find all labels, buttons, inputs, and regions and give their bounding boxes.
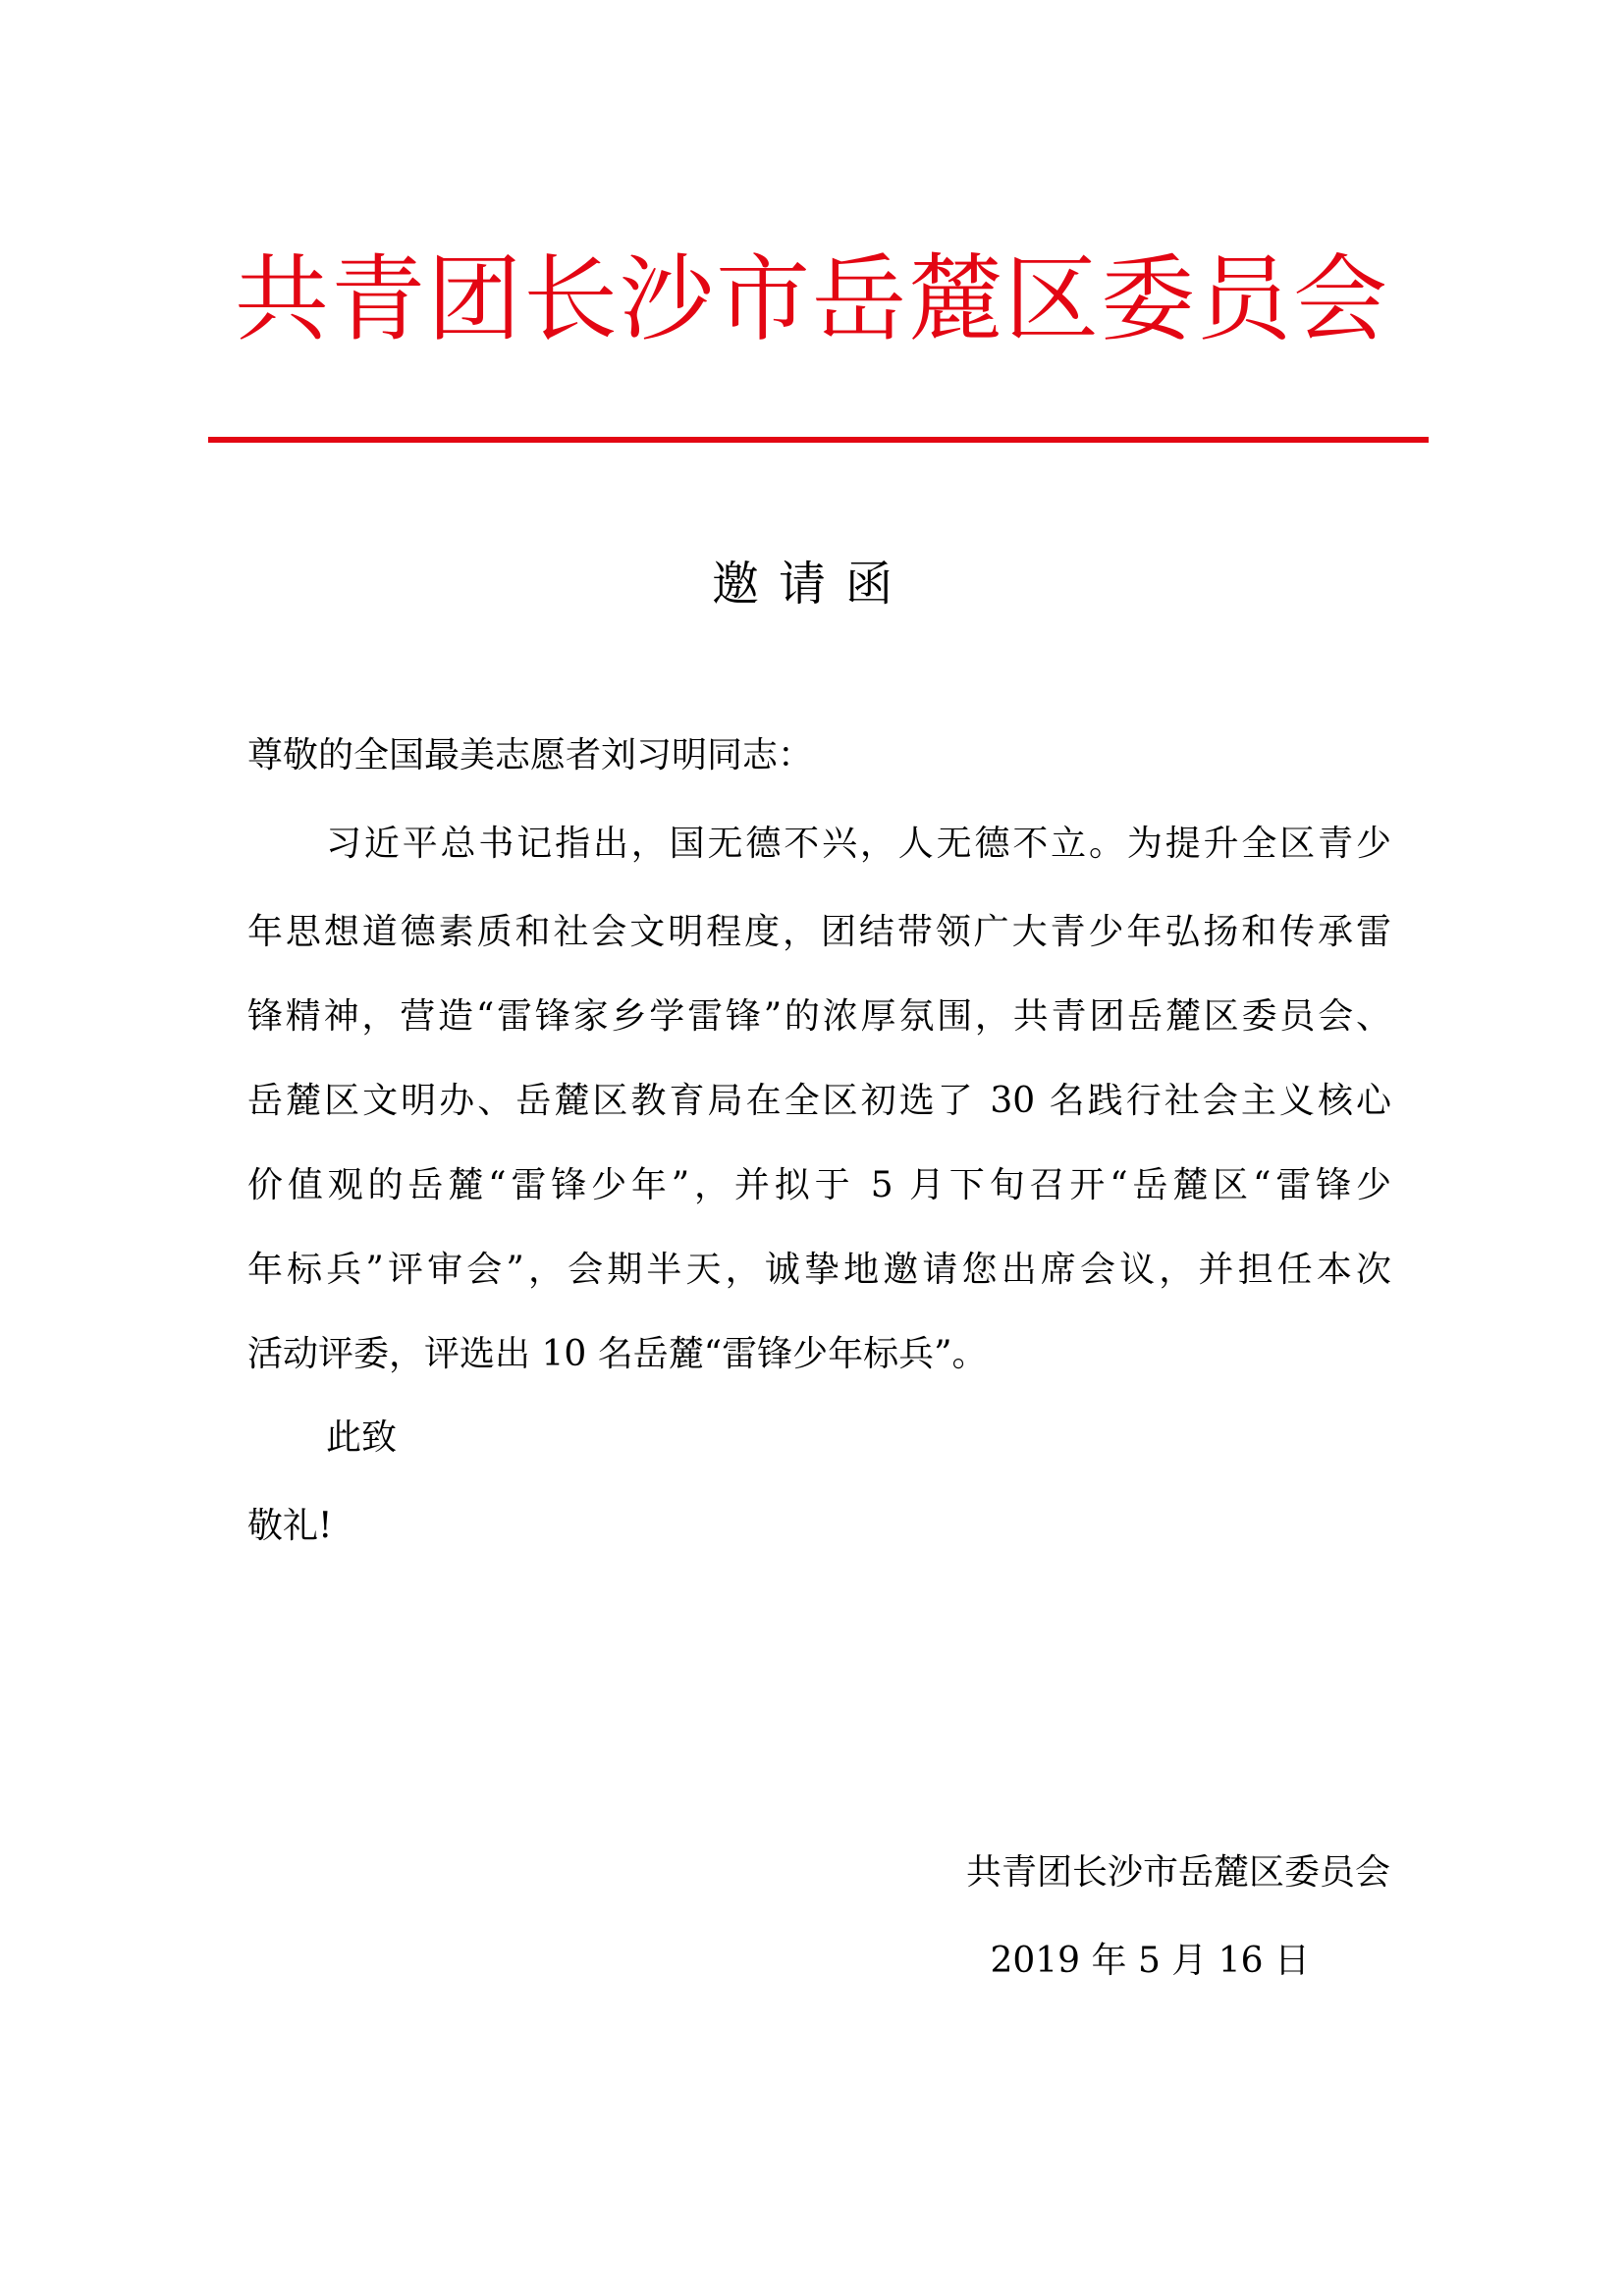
letterhead-red-rule bbox=[208, 437, 1429, 443]
letterhead-organization: 共青团长沙市岳麓区委员会 bbox=[235, 244, 1389, 354]
signature-date: 2019 年 5 月 16 日 bbox=[990, 1941, 1310, 1981]
body-line: 价值观的岳麓“雷锋少年”，并拟于 5 月下旬召开“岳麓区“雷锋少 bbox=[247, 1165, 1391, 1205]
closing-salute: 敬礼! bbox=[247, 1506, 333, 1546]
closing-phrase: 此致 bbox=[326, 1417, 398, 1458]
body-line: 年思想道德素质和社会文明程度，团结带领广大青少年弘扬和传承雷 bbox=[247, 912, 1391, 952]
salutation: 尊敬的全国最美志愿者刘习明同志： bbox=[247, 735, 814, 775]
body-line: 锋精神，营造“雷锋家乡学雷锋”的浓厚氛围，共青团岳麓区委员会、 bbox=[247, 996, 1391, 1037]
body-line: 活动评委，评选出 10 名岳麓“雷锋少年标兵”。 bbox=[247, 1334, 988, 1374]
document-title: 邀请函 bbox=[711, 557, 912, 612]
signature-organization: 共青团长沙市岳麓区委员会 bbox=[965, 1852, 1390, 1893]
body-line: 习近平总书记指出，国无德不兴，人无德不立。为提升全区青少 bbox=[326, 824, 1391, 864]
body-line: 年标兵”评审会”，会期半天，诚挚地邀请您出席会议，并担任本次 bbox=[247, 1250, 1391, 1290]
body-line: 岳麓区文明办、岳麓区教育局在全区初选了 30 名践行社会主义核心 bbox=[247, 1081, 1391, 1121]
